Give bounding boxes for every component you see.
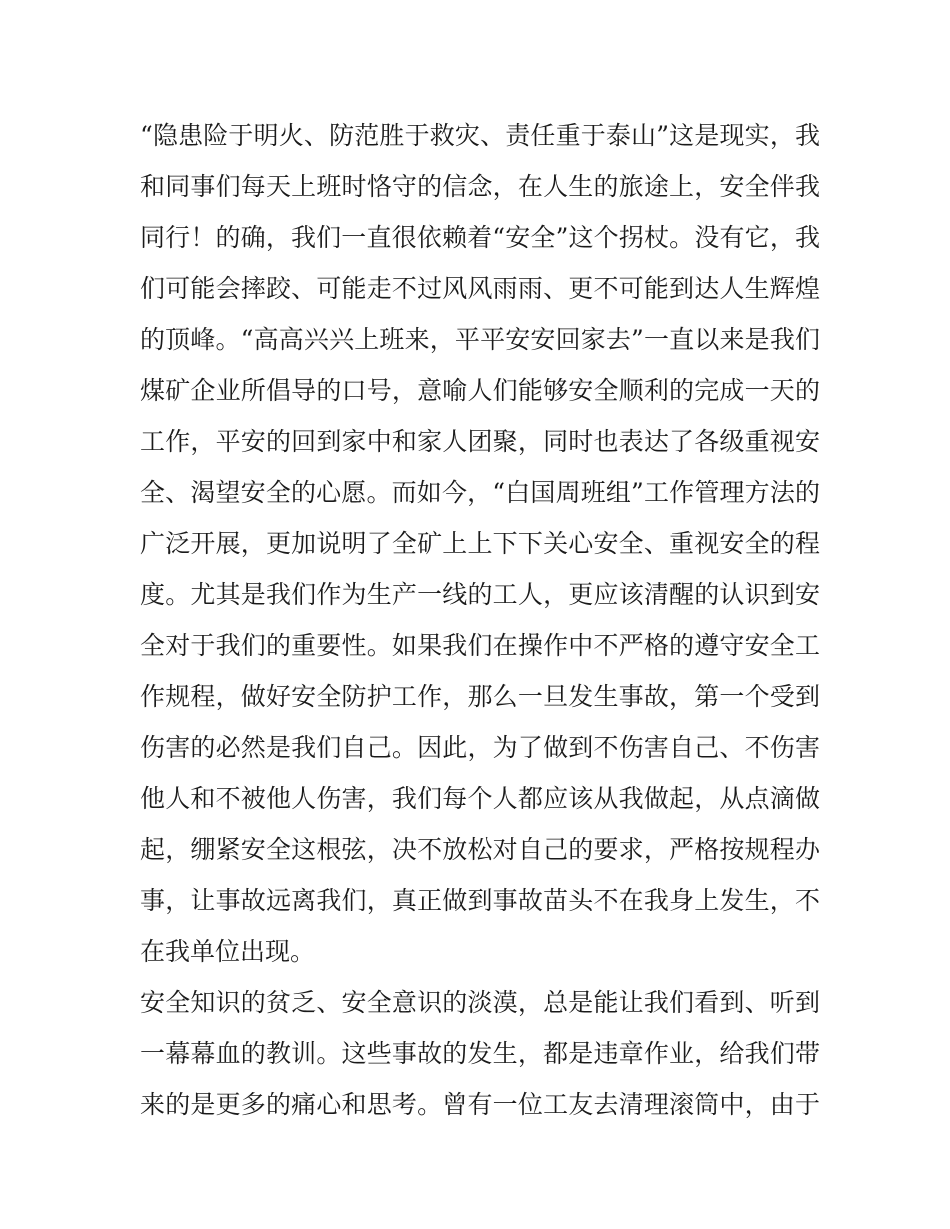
text-line: 工作，平安的回到家中和家人团聚，同时也表达了各级重视安 (140, 427, 820, 456)
document-body (140, 110, 820, 1130)
text-line: “隐患险于明火、防范胜于救灾、责任重于泰山”这是现实，我 (140, 121, 820, 150)
paragraph-1 (140, 110, 820, 977)
text-line: 伤害的必然是我们自己。因此，为了做到不伤害自己、不伤害 (140, 733, 820, 762)
text-line: 他人和不被他人伤害，我们每个人都应该从我做起，从点滴做 (140, 784, 820, 813)
text-line: 们可能会摔跤、可能走不过风风雨雨、更不可能到达人生辉煌 (140, 274, 820, 303)
text-line: 同行！的确，我们一直很依赖着“安全”这个拐杖。没有它，我 (140, 223, 820, 252)
text-line: 来的是更多的痛心和思考。曾有一位工友去清理滚筒中，由于 (140, 1090, 820, 1119)
text-line: 全、渴望安全的心愿。而如今，“白国周班组”工作管理方法的 (140, 478, 820, 507)
text-line: 广泛开展，更加说明了全矿上上下下关心安全、重视安全的程 (140, 529, 820, 558)
text-line: 和同事们每天上班时恪守的信念，在人生的旅途上，安全伴我 (140, 172, 820, 201)
paragraph-2 (140, 977, 820, 1130)
text-line: 起，绷紧安全这根弦，决不放松对自己的要求，严格按规程办 (140, 835, 820, 864)
text-line: 的顶峰。“高高兴兴上班来，平平安安回家去”一直以来是我们 (140, 325, 820, 354)
text-line: 在我单位出现。 (140, 937, 316, 966)
text-line: 作规程，做好安全防护工作，那么一旦发生事故，第一个受到 (140, 682, 820, 711)
text-line: 煤矿企业所倡导的口号，意喻人们能够安全顺利的完成一天的 (140, 376, 820, 405)
text-line: 一幕幕血的教训。这些事故的发生，都是违章作业，给我们带 (140, 1039, 820, 1068)
text-line: 度。尤其是我们作为生产一线的工人，更应该清醒的认识到安 (140, 580, 820, 609)
text-line: 安全知识的贫乏、安全意识的淡漠，总是能让我们看到、听到 (140, 988, 820, 1017)
text-line: 事，让事故远离我们，真正做到事故苗头不在我身上发生，不 (140, 886, 820, 915)
text-line: 全对于我们的重要性。如果我们在操作中不严格的遵守安全工 (140, 631, 820, 660)
